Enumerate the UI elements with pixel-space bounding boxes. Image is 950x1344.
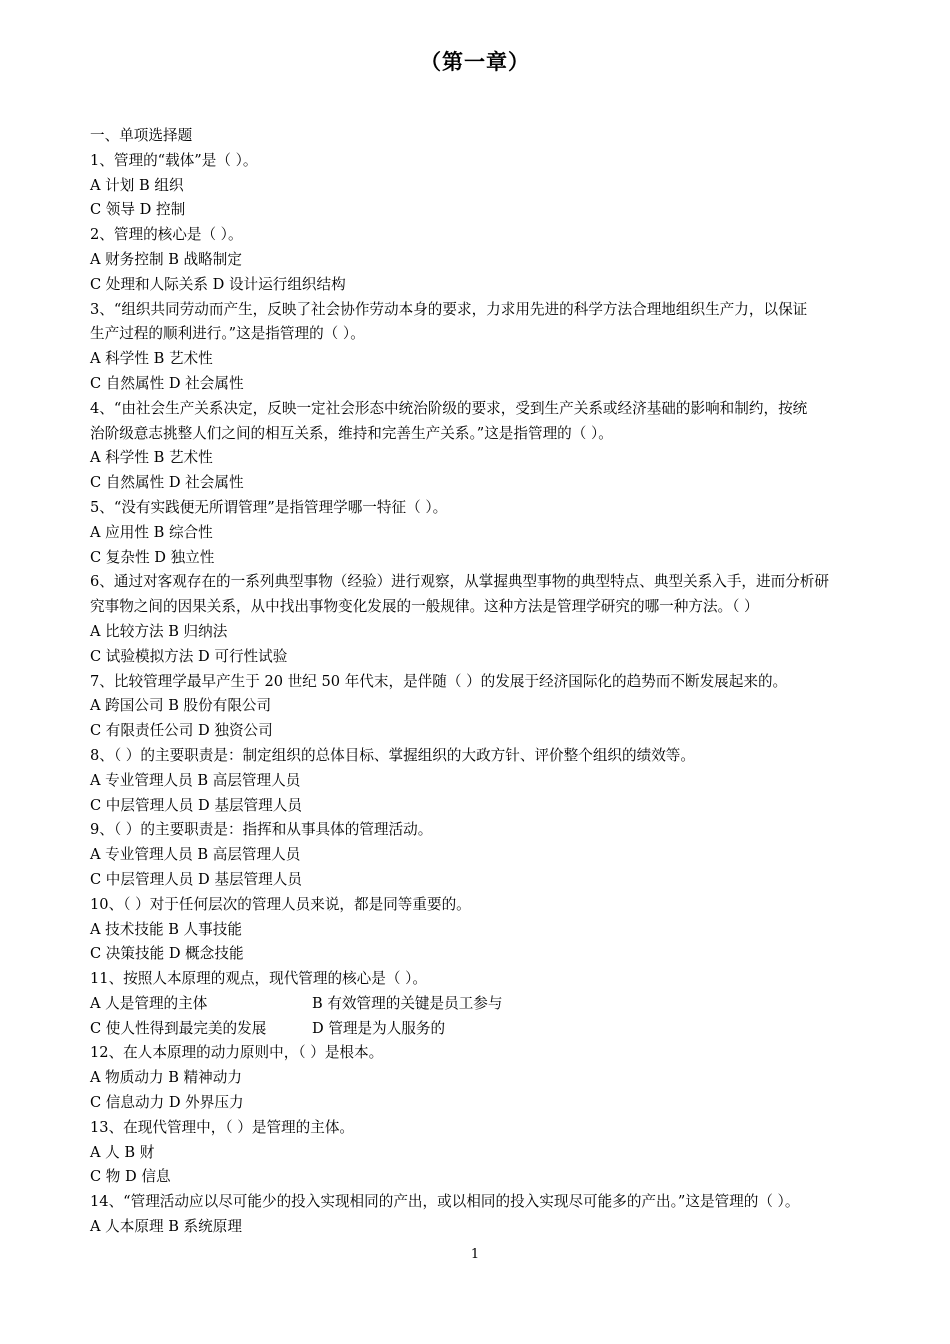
text-line: 2、管理的核心是（ ）。 xyxy=(90,226,243,244)
text-line: 10、（ ）对于任何层次的管理人员来说，都是同等重要的。 xyxy=(90,895,471,913)
text-line: C 决策技能 D 概念技能 xyxy=(90,945,244,963)
text-line: C 试验模拟方法 D 可行性试验 xyxy=(90,647,288,665)
text-line: A 人 B 财 xyxy=(90,1143,155,1161)
option-right: B 有效管理的关键是员工参与 xyxy=(312,994,503,1012)
text-line: A 技术技能 B 人事技能 xyxy=(90,920,242,938)
text-line xyxy=(90,1017,908,1042)
text-line: 生产过程的顺利进行。”这是指管理的（ ）。 xyxy=(90,325,365,343)
text-line: 3、“组织共同劳动而产生，反映了社会协作劳动本身的要求，力求用先进的科学方法合理地组织生产力，以保证 xyxy=(90,300,808,318)
text-line: 6、通过对客观存在的一系列典型事物（经验）进行观察，从掌握典型事物的典型特点、典型关系入手，进而分析研 xyxy=(90,573,829,591)
text-line: C 物 D 信息 xyxy=(90,1168,171,1186)
option-left: A 人是管理的主体 xyxy=(90,994,208,1012)
text-line: C 复杂性 D 独立性 xyxy=(90,548,215,566)
chapter-title: （第一章） xyxy=(420,49,530,74)
text-line: 11、按照人本原理的观点，现代管理的核心是（ ）。 xyxy=(90,970,427,988)
text-line: A 计划 B 组织 xyxy=(90,176,184,194)
text-line: A 应用性 B 综合性 xyxy=(90,523,213,541)
text-line: A 财务控制 B 战略制定 xyxy=(90,250,242,268)
text-line: C 处理和人际关系 D 设计运行组织结构 xyxy=(90,275,346,293)
text-line: C 自然属性 D 社会属性 xyxy=(90,374,244,392)
text-line xyxy=(90,992,908,1017)
text-line: C 领导 D 控制 xyxy=(90,201,186,219)
text-line: A 科学性 B 艺术性 xyxy=(90,350,213,368)
text-line: C 有限责任公司 D 独资公司 xyxy=(90,722,273,740)
text-line: 8、（ ）的主要职责是：制定组织的总体目标、掌握组织的大政方针、评价整个组织的绩效等。 xyxy=(90,746,695,764)
page-number: 1 xyxy=(470,1247,480,1262)
text-line: 13、在现代管理中，（ ）是管理的主体。 xyxy=(90,1118,355,1136)
text-line: 9、（ ）的主要职责是：指挥和从事具体的管理活动。 xyxy=(90,821,433,839)
text-line: A 人本原理 B 系统原理 xyxy=(90,1218,242,1236)
text-line: A 专业管理人员 B 高层管理人员 xyxy=(90,771,301,789)
text-line: 1、管理的“载体”是（ ）。 xyxy=(90,151,258,169)
option-right: D 管理是为人服务的 xyxy=(312,1019,446,1037)
text-line: C 中层管理人员 D 基层管理人员 xyxy=(90,870,302,888)
text-line: C 中层管理人员 D 基层管理人员 xyxy=(90,796,302,814)
text-line: A 物质动力 B 精神动力 xyxy=(90,1069,242,1087)
text-line: A 比较方法 B 归纳法 xyxy=(90,622,228,640)
text-line: 4、“由社会生产关系决定，反映一定社会形态中统治阶级的要求，受到生产关系或经济基础的影响和制约，按统 xyxy=(90,399,808,417)
text-line: C 信息动力 D 外界压力 xyxy=(90,1094,244,1112)
text-line: 5、“没有实践便无所谓管理”是指管理学哪一特征（ ）。 xyxy=(90,498,448,516)
option-left: C 使人性得到最完美的发展 xyxy=(90,1019,267,1037)
text-line: A 跨国公司 B 股份有限公司 xyxy=(90,697,272,715)
text-line: A 科学性 B 艺术性 xyxy=(90,449,213,467)
text-line: 12、在人本原理的动力原则中，（ ）是根本。 xyxy=(90,1044,384,1062)
text-line: C 自然属性 D 社会属性 xyxy=(90,474,244,492)
section-heading: 一、单项选择题 xyxy=(90,127,193,144)
text-line: A 专业管理人员 B 高层管理人员 xyxy=(90,846,301,864)
question-list xyxy=(90,124,908,1240)
text-line: 治阶级意志挑整人们之间的相互关系，维持和完善生产关系。”这是指管理的（ ）。 xyxy=(90,424,613,442)
text-line: 7、比较管理学最早产生于 20 世纪 50 年代末，是伴随（ ）的发展于经济国际化的趋势而不断发展起来的。 xyxy=(90,672,788,690)
text-line: 14、“管理活动应以尽可能少的投入实现相同的产出，或以相同的投入实现尽可能多的产出。”这是管理的（ ）。 xyxy=(90,1193,800,1211)
text-line: 究事物之间的因果关系，从中找出事物变化发展的一般规律。这种方法是管理学研究的哪一种方法。（ ） xyxy=(90,598,759,616)
